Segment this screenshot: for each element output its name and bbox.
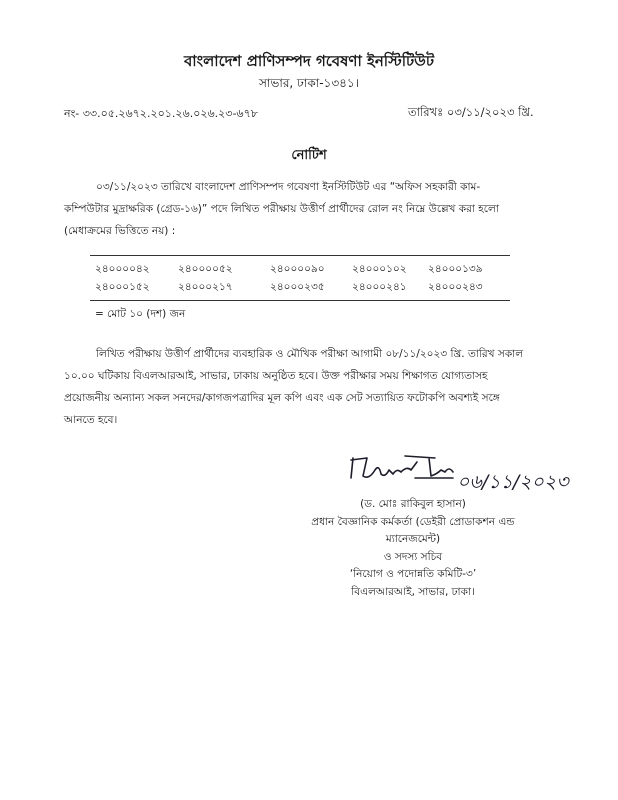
paragraph-2-line-1: লিখিত পরীক্ষায় উত্তীর্ণ প্রার্থীদের ব্যবহারিক ও মৌখিক পরীক্ষা আগামী ০৮/১১/২০২৩ খ্রি. তারিখ সকাল bbox=[96, 348, 524, 360]
roll-number: ২৪০০০২৪৩ bbox=[428, 281, 483, 293]
paragraph-2-line-4: আনতে হবে। bbox=[64, 414, 118, 426]
roll-number: ২৪০০০০৫২ bbox=[178, 263, 233, 275]
roll-number: ২৪০০০০৯০ bbox=[270, 263, 325, 275]
memo-number: নং- ৩৩.০৫.২৬৭২.২০১.২৬.০২৬.২৩-৬৭৮ bbox=[64, 107, 258, 120]
organization-address: সাভার, ঢাকা-১৩৪১। bbox=[259, 76, 359, 90]
signatory-role: ও সদস্য সচিব bbox=[383, 550, 443, 563]
paragraph-2-line-2: ১০.০০ ঘটিকায় বিএলআরআই, সাভার, ঢাকায় অনুষ্ঠিত হবে। উক্ত পরীক্ষার সময় শিক্ষাগত যোগ্যতাসহ bbox=[64, 370, 488, 382]
signature-block bbox=[298, 496, 528, 601]
total-count: = মোট ১০ (দশ) জন bbox=[95, 308, 186, 320]
committee-name: ‘নিয়োগ ও পদোন্নতি কমিটি-৩’ bbox=[349, 568, 477, 580]
roll-number: ২৪০০০০৪২ bbox=[95, 263, 150, 275]
document-title: নোটিশ bbox=[291, 148, 327, 163]
roll-number: ২৪০০০১৫২ bbox=[95, 281, 150, 293]
table-rule-top bbox=[90, 255, 510, 256]
roll-number: ২৪০০০২৪১ bbox=[352, 281, 407, 293]
notice-paragraph-2 bbox=[64, 343, 528, 431]
handwritten-date: ০৬/১১/২০২৩ bbox=[457, 471, 569, 493]
notice-paragraph-1 bbox=[64, 176, 528, 242]
handwritten-signature bbox=[345, 448, 570, 498]
roll-number: ২৪০০০১৩৯ bbox=[428, 263, 483, 275]
roll-number: ২৪০০০১০২ bbox=[352, 263, 407, 275]
signatory-designation-line-1: প্রধান বৈজ্ঞানিক কর্মকর্তা (ডেইরী প্রোডাকশন এন্ড bbox=[311, 515, 515, 528]
table-rule-bottom bbox=[90, 300, 510, 301]
memo-date: তারিখঃ ০৩/১১/২০২৩ খ্রি. bbox=[408, 105, 534, 119]
signatory-office: বিএলআরআই, সাভার, ঢাকা। bbox=[351, 585, 475, 598]
signatory-designation-line-2: ম্যানেজমেন্ট) bbox=[385, 533, 441, 545]
paragraph-1-line-3: (মেধাক্রমের ভিত্তিতে নয়) : bbox=[64, 225, 176, 237]
roll-number: ২৪০০০২১৭ bbox=[178, 281, 233, 293]
organization-name: বাংলাদেশ প্রাণিসম্পদ গবেষণা ইনস্টিটিউট bbox=[183, 52, 435, 70]
signatory-name: (ড. মোঃ রাকিবুল হাসান) bbox=[360, 498, 466, 510]
paragraph-2-line-3: প্রয়োজনীয় অন্যান্য সকল সনদের/কাগজপত্রাদির মূল কপি এবং এক সেট সত্যায়িত ফটোকপি অবশ্যই সঙ্গে bbox=[64, 392, 500, 404]
paragraph-1-line-2: কম্পিউটার মুদ্রাক্ষরিক (গ্রেড-১৬)” পদে লিখিত পরীক্ষায় উত্তীর্ণ প্রার্থীদের রোল নং নিম্নে উল্লেখ করা হলো bbox=[64, 203, 499, 215]
roll-number: ২৪০০০২৩৫ bbox=[270, 281, 325, 293]
paragraph-1-line-1: ০৩/১১/২০২৩ তারিখে বাংলাদেশ প্রাণিসম্পদ গবেষণা ইনস্টিটিউট এর “অফিস সহকারী কাম- bbox=[96, 181, 481, 193]
